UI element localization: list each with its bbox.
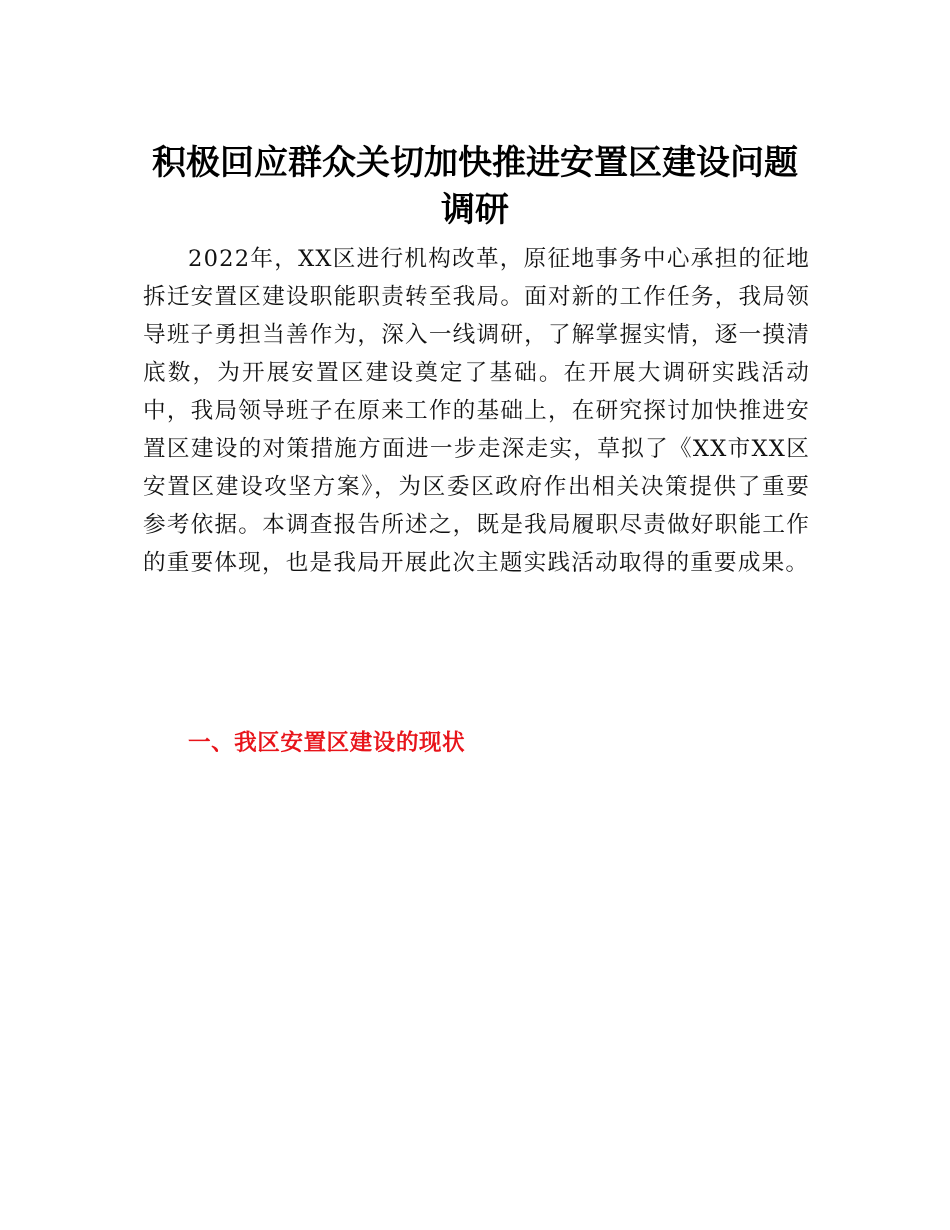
section-heading: 一、我区安置区建设的现状 (188, 730, 466, 756)
document-title: 积极回应群众关切加快推进安置区建设问题调研 (152, 143, 798, 230)
intro-paragraph: 2022年，XX区进行机构改革，原征地事务中心承担的征地拆迁安置区建设职能职责转至我局。面对新的工作任务，我局领导班子勇担当善作为，深入一线调研，了解掌握实情，逐一摸清底数，为开展安置区建设奠定了基础。在开展大调研实践活动中，我局领导班子在原来工作的基础上，在研究探讨加快推进安置区建设的对策措施方面进一步走深走实，草拟了《XX市XX区安置区建设攻坚方案》，为区委区政府作出相关决策提供了重要参考依据。本调查报告所述之，既是我局履职尽责做好职能工作的重要体现，也是我局开展此次主题实践活动取得的重要成果。 (143, 246, 810, 576)
